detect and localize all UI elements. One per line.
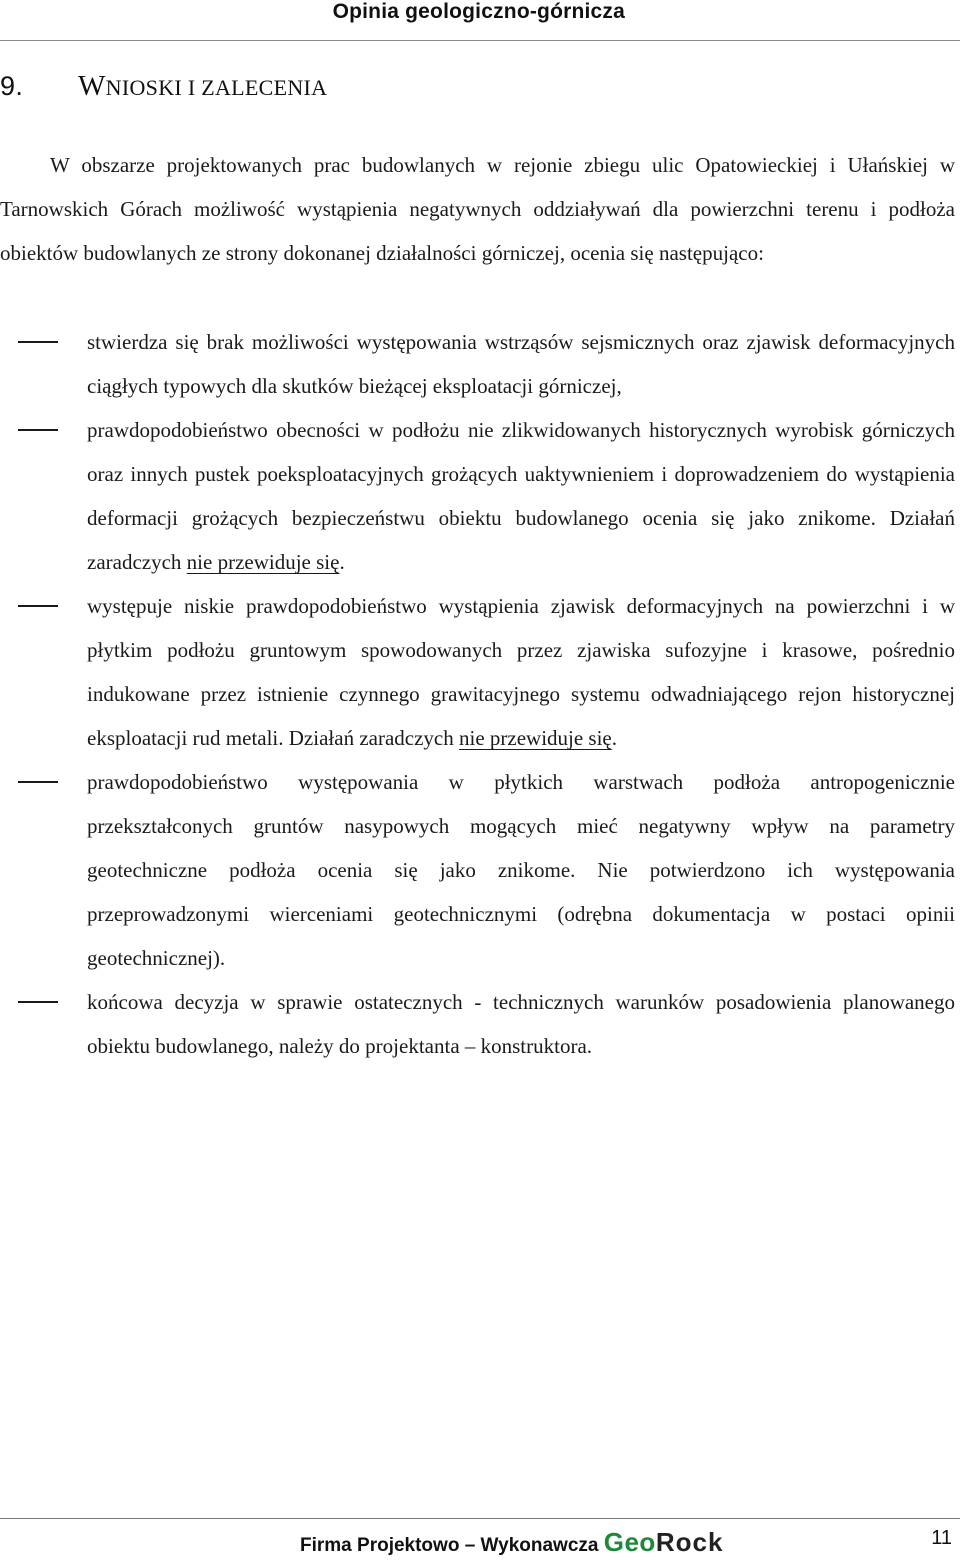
section-title-initial: W [78, 70, 106, 102]
intro-paragraph: W obszarze projektowanych prac budowlanych w rejonie zbiegu ulic Opatowieckiej i Ułańskiej w Tarnowskich Górach możliwość wystąpienia negatywnych oddziaływań dla powierzchni terenu i podłoża obiektów budowlanych ze strony dokonanej działalności górniczej, ocenia się następująco: [0, 153, 955, 265]
list-item [0, 980, 955, 1068]
list-item-text: stwierdza się brak możliwości występowania wstrząsów sejsmicznych oraz zjawisk deformacyjnych ciągłych typowych dla skutków bieżącej eksploatacji górniczej, [87, 330, 955, 398]
company-name: Firma Projektowo – Wykonawcza [300, 1535, 604, 1556]
section-title-rest: NIOSKI I ZALECENIA [105, 75, 328, 100]
page-number: 11 [931, 1527, 952, 1549]
dash-bullet [18, 341, 58, 343]
list-item [0, 320, 955, 408]
list-item-text: prawdopodobieństwo obecności w podłożu nie zlikwidowanych historycznych wyrobisk górniczych oraz innych pustek poeksploatacyjnych grożących uaktywnieniem i doprowadzeniem do wystąpienia deformacji grożących bezpieczeństwu obiektu budowlanego ocenia się jako znikome. Działań zaradczych [87, 418, 955, 574]
dash-bullet [18, 1001, 58, 1003]
conclusions-list [0, 320, 955, 1068]
section-heading [0, 70, 327, 103]
page-footer [0, 1518, 960, 1561]
brand-logo-geo: Geo [603, 1527, 656, 1557]
list-item [0, 408, 955, 584]
dash-bullet [18, 429, 58, 431]
underlined-phrase: nie przewiduje się [458, 726, 612, 750]
list-item-text: prawdopodobieństwo występowania w płytkich warstwach podłoża antropogenicznie przekształconych gruntów nasypowych mogących mieć negatywny wpływ na parametry geotechniczne podłoża ocenia się jako znikome. Nie potwierdzono ich występowania przeprowadzonymi wierceniami geotechnicznymi (odrębna dokumentacja w postaci opinii geotechnicznej). [87, 770, 955, 970]
list-item-tail: . [339, 550, 345, 574]
page-header [0, 0, 960, 41]
brand-logo-rock: Rock [655, 1527, 724, 1557]
list-item-tail: . [611, 726, 618, 750]
underlined-phrase: nie przewiduje się [186, 550, 340, 574]
list-item [0, 760, 955, 980]
header-title: Opinia geologiczno-górnicza [332, 0, 625, 23]
list-item [0, 584, 955, 760]
dash-bullet [18, 605, 58, 607]
dash-bullet [18, 781, 58, 783]
list-item-text: końcowa decyzja w sprawie ostatecznych - technicznych warunków posadowienia planowanego obiektu budowlanego, należy do projektanta – konstruktora. [87, 990, 955, 1058]
section-number: 9. [0, 71, 24, 101]
list-item-text: występuje niskie prawdopodobieństwo wystąpienia zjawisk deformacyjnych na powierzchni i w płytkim podłożu gruntowym spowodowanych przez zjawiska sufozyjne i krasowe, pośrednio indukowane przez istnienie czynnego grawitacyjnego systemu odwadniającego rejon historycznej eksploatacji rud metali. Działań zaradczych [87, 594, 955, 750]
footer-company [300, 1527, 723, 1558]
